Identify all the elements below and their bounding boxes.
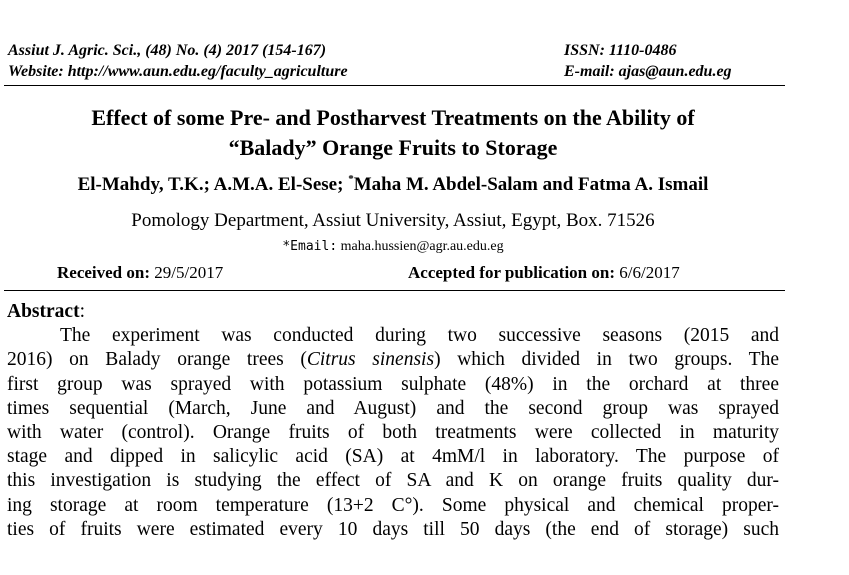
- email-label: *Email:: [282, 239, 338, 254]
- accepted-date: [408, 262, 680, 284]
- dates-divider: [4, 290, 785, 291]
- journal-issn: ISSN: 1110-0486: [564, 42, 677, 59]
- article-title-line-2: “Balady” Orange Fruits to Storage: [228, 135, 558, 160]
- abstract-line-2-post: ) which divided in two groups. The: [434, 349, 779, 371]
- journal-header-row-1: [8, 40, 784, 61]
- abstract-line-6: stage and dipped in salicylic acid (SA) at 4mM/l in laboratory. The purpose of: [7, 446, 779, 468]
- abstract-heading-colon: :: [79, 301, 85, 322]
- abstract-heading-line: [7, 300, 779, 324]
- received-label: Received on:: [57, 263, 151, 282]
- abstract-line-2: [7, 348, 779, 372]
- species-name: Citrus sinensis: [306, 349, 435, 371]
- journal-email: E-mail: ajas@aun.edu.eg: [564, 63, 732, 80]
- article-dates: [0, 262, 786, 284]
- abstract-line-3: first group was sprayed with potassium sulphate (48%) in the orchard at three: [7, 373, 779, 395]
- corresponding-email: [0, 237, 786, 257]
- article-authors: [0, 173, 786, 197]
- article-title: [0, 103, 786, 163]
- corresponding-author-marker: *: [348, 173, 354, 185]
- received-date: [57, 262, 223, 284]
- authors-part-2: Maha M. Abdel-Salam and Fatma A. Ismail: [353, 174, 709, 195]
- abstract-line-4: times sequential (March, June and August) and the second group was sprayed: [7, 397, 779, 419]
- journal-header: [8, 40, 784, 82]
- journal-website: Website: http://www.aun.edu.eg/faculty_agriculture: [8, 63, 348, 80]
- abstract-heading: Abstract: [7, 301, 80, 322]
- accepted-value: 6/6/2017: [615, 263, 680, 282]
- author-affiliation: Pomology Department, Assiut University, Assiut, Egypt, Box. 71526: [131, 210, 655, 231]
- abstract-line-7: this investigation is studying the effect of SA and K on orange fruits quality dur-: [7, 470, 779, 492]
- header-divider: [4, 85, 785, 86]
- journal-header-row-2: [8, 61, 784, 82]
- accepted-label: Accepted for publication on:: [408, 263, 615, 282]
- abstract-line-8: ing storage at room temperature (13+2 C°). Some physical and chemical proper-: [7, 494, 779, 516]
- email-address: maha.hussien@agr.au.edu.eg: [337, 239, 504, 254]
- received-value: 29/5/2017: [150, 263, 224, 282]
- article-title-line-1: Effect of some Pre- and Postharvest Treatments on the Ability of: [91, 105, 695, 130]
- abstract-line-9: ties of fruits were estimated every 10 days till 50 days (the end of storage) such: [7, 518, 779, 540]
- journal-citation: Assiut J. Agric. Sci., (48) No. (4) 2017 (154-167): [8, 42, 327, 59]
- abstract-line-2-pre: 2016) on Balady orange trees (: [7, 349, 307, 371]
- abstract-section: [7, 300, 779, 542]
- abstract-line-5: with water (control). Orange fruits of both treatments were collected in maturity: [7, 422, 779, 444]
- abstract-line-1: The experiment was conducted during two successive seasons (2015 and: [60, 325, 779, 347]
- authors-part-1: El-Mahdy, T.K.; A.M.A. El-Sese;: [77, 174, 349, 195]
